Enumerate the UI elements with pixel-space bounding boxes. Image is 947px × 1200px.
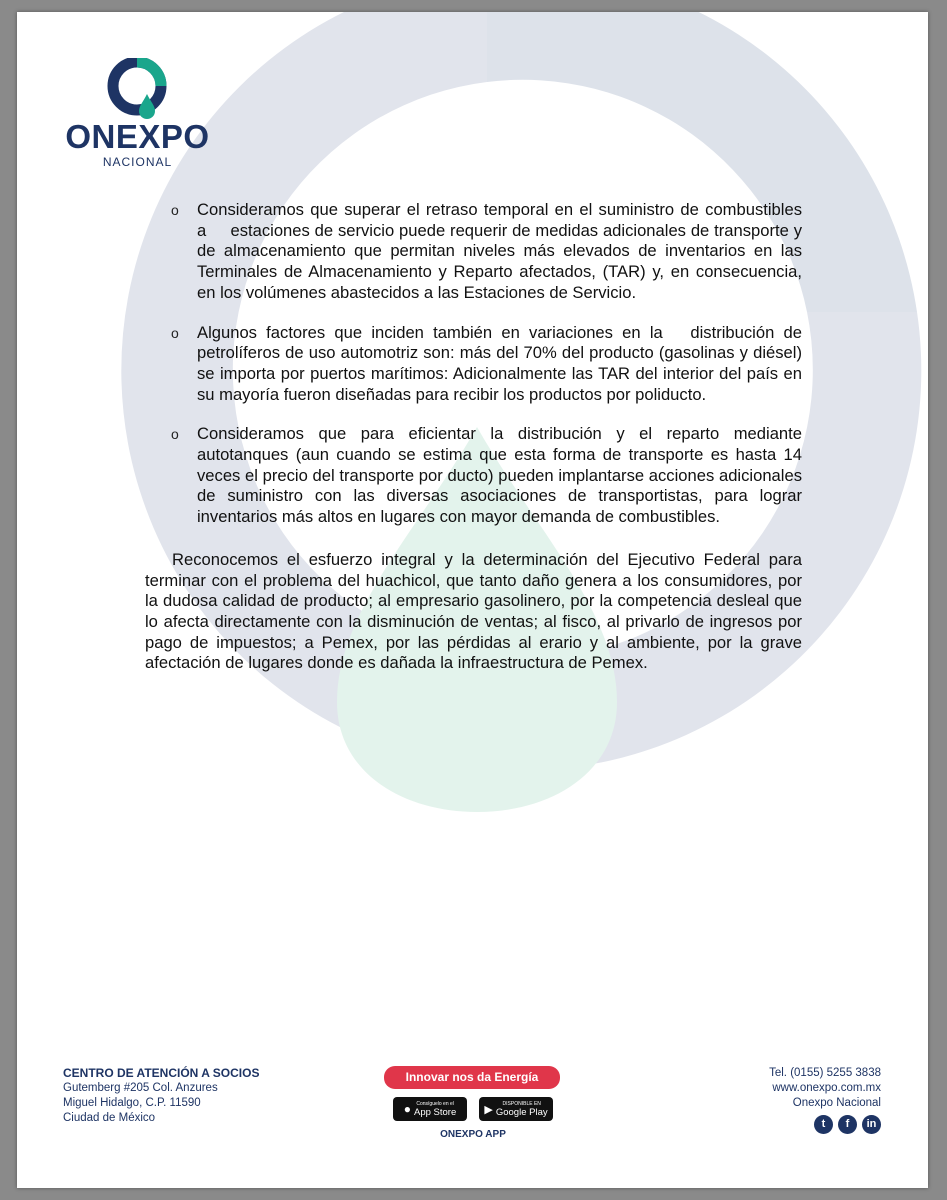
app-store-label: App Store (414, 1106, 457, 1118)
facebook-icon[interactable]: f (838, 1115, 857, 1134)
bullet-text: Consideramos que para eficientar la distribución y el reparto mediante autotanques (aun cuando se estima que esta forma de transporte es hasta 14 veces el precio del transporte por ducto) pueden implantarse acciones adicionales de suministro con las diversas asociaciones de transportistas, para lograr inventarios más altos en lugares con mayor demanda de combustibles. (197, 424, 802, 527)
bullet-item (145, 200, 802, 304)
app-store-button[interactable] (393, 1097, 467, 1121)
slogan-badge: Innovar nos da Energía (384, 1066, 560, 1089)
address-line: Ciudad de México (63, 1112, 156, 1124)
circle-bullet-icon: o (171, 426, 179, 443)
address-line: Gutemberg #205 Col. Anzures (63, 1082, 218, 1094)
footer-heading: CENTRO DE ATENCIÓN A SOCIOS (63, 1066, 260, 1080)
google-play-small-label: DISPONIBLE EN (502, 1100, 541, 1107)
footer-app (384, 1066, 562, 1140)
document-page (17, 12, 928, 1188)
google-play-label: Google Play (495, 1106, 548, 1118)
store-badges (384, 1097, 562, 1121)
circle-bullet-icon: o (171, 202, 179, 218)
closing-paragraph: Reconocemos el esfuerzo integral y la determinación del Ejecutivo Federal para terminar con el problema del huachicol, que tanto daño genera a los consumidores, por la dudosa calidad de producto; al empresario gasolinero, por la competencia desleal que lo afecta directamente con la disminución de ventas; al fisco, al privarlo de ingresos por pago de impuestos; a Pemex, por las pérdidas al erario y al ambiente, por la grave afectación de lugares donde es dañada la infraestructura de Pemex. (145, 549, 802, 673)
social-icons (769, 1115, 881, 1134)
onexpo-emblem-icon (55, 58, 220, 120)
phone-text: Tel. (0155) 5255 3838 (769, 1067, 881, 1079)
linkedin-icon[interactable]: in (862, 1115, 881, 1134)
footer-address (63, 1066, 259, 1126)
onexpo-logo (55, 58, 220, 168)
letter-body (145, 200, 802, 674)
logo-wordmark: ONEXPO (65, 118, 210, 155)
twitter-icon[interactable]: t (814, 1115, 833, 1134)
org-name: Onexpo Nacional (792, 1097, 881, 1109)
bullet-item (145, 424, 802, 528)
circle-bullet-icon: o (171, 324, 179, 341)
logo-subtitle: NACIONAL (102, 155, 173, 169)
address-line: Miguel Hidalgo, C.P. 11590 (63, 1097, 201, 1109)
app-label: ONEXPO APP (440, 1129, 506, 1140)
app-store-small-label: Consíguelo en el (416, 1100, 454, 1107)
google-play-button[interactable] (479, 1097, 553, 1121)
apple-icon: ● (403, 1102, 411, 1116)
play-icon: ▶ (484, 1103, 493, 1116)
website-link[interactable]: www.onexpo.com.mx (772, 1082, 881, 1094)
bullet-text: Consideramos que superar el retraso temporal en el suministro de combustibles a estaciones de servicio puede requerir de medidas adicionales de transporte y de almacenamiento que permitan niveles más elevados de inventarios en las Terminales de Almacenamiento y Reparto afectados, (TAR) y, en consecuencia, en los volúmenes abastecidos a las Estaciones de Servicio. (197, 200, 802, 302)
bullet-text: Algunos factores que inciden también en variaciones en la distribución de petrolíferos de uso automotriz son: más del 70% del producto (gasolinas y diésel) se importa por puertos marítimos: Adicionalmente las TAR del interior del país en su mayoría fueron diseñadas para recibir los productos por poliducto. (197, 322, 802, 404)
footer-contact (769, 1066, 881, 1134)
bullet-item (145, 323, 802, 406)
